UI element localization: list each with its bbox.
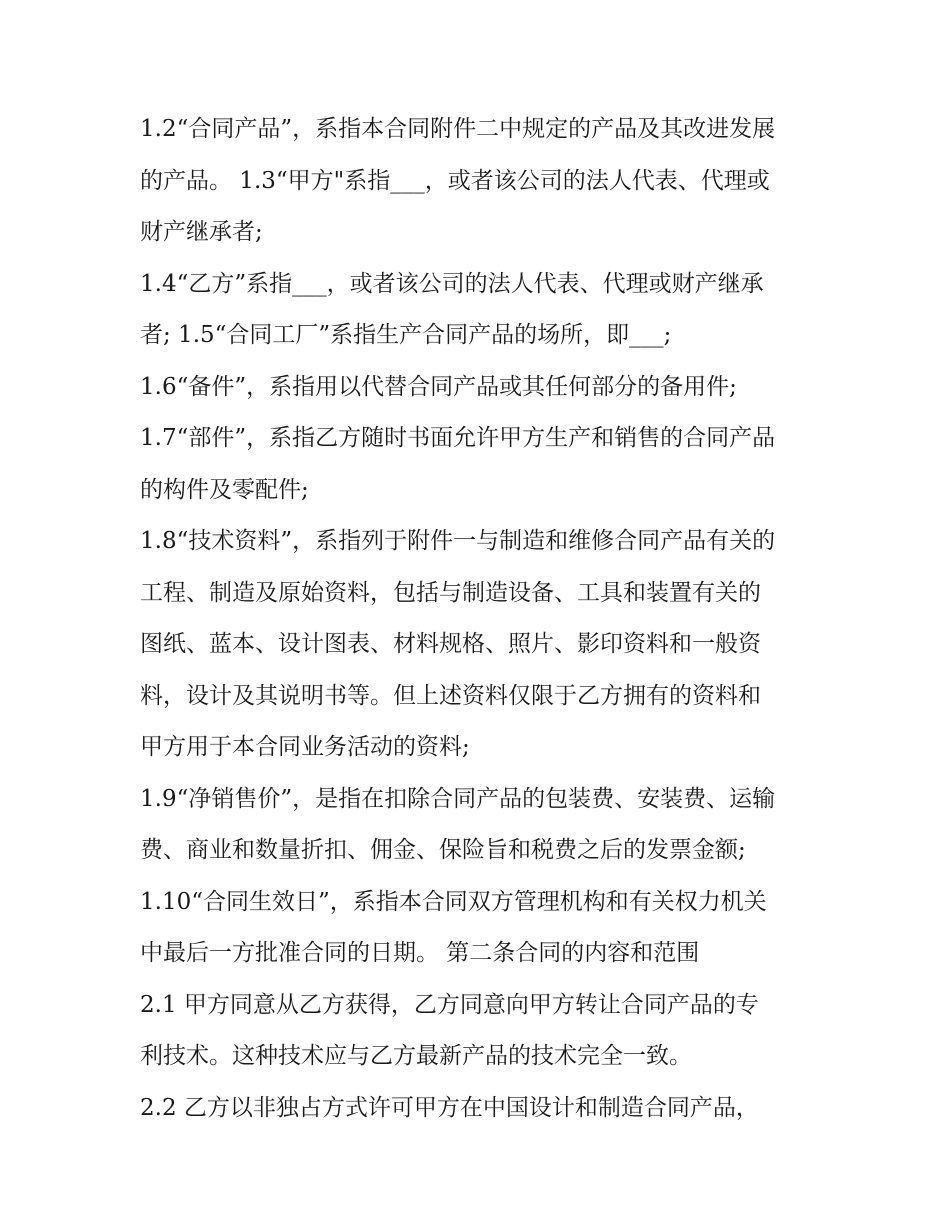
text-line: 2.1 甲方同意从乙方获得，乙方同意向甲方转让合同产品的专 (140, 991, 759, 1018)
text-line: 甲方用于本合同业务活动的资料; (140, 734, 470, 760)
text-line: 料，设计及其说明书等。但上述资料仅限于乙方拥有的资料和 (140, 682, 761, 709)
text-line: 财产继承者; (140, 219, 263, 245)
text-line: 利技术。这种技术应与乙方最新产品的技术完全一致。 (140, 1043, 692, 1069)
text-line: 的产品。 1.3“甲方"系指___，或者该公司的法人代表、代理或 (140, 167, 770, 194)
text-line: 1.2“合同产品”，系指本合同附件二中规定的产品及其改进发展 (140, 116, 776, 142)
text-line: 者; 1.5“合同工厂”系指生产合同产品的场所，即___; (140, 322, 672, 348)
document-body (140, 104, 820, 1134)
text-line: 1.6“备件”，系指用以代替合同产品或其任何部分的备用件; (140, 373, 737, 400)
text-line: 1.10“合同生效日”，系指本合同双方管理机构和有关权力机关 (140, 888, 767, 915)
text-line: 工程、制造及原始资料，包括与制造设备、工具和装置有关的 (140, 579, 761, 606)
text-line: 1.8“技术资料”，系指列于附件一与制造和维修合同产品有关的 (140, 528, 776, 554)
text-line: 费、商业和数量折扣、佣金、保险旨和税费之后的发票金额; (140, 837, 746, 863)
text-line: 2.2 乙方以非独占方式许可甲方在中国设计和制造合同产品， (140, 1094, 759, 1121)
text-line: 图纸、蓝本、设计图表、材料规格、照片、影印资料和一般资 (140, 631, 761, 657)
text-line: 1.4“乙方”系指___，或者该公司的法人代表、代理或财产继承 (140, 270, 764, 297)
text-line: 的构件及零配件; (140, 476, 309, 503)
text-line: 1.9“净销售价”，是指在扣除合同产品的包装费、安装费、运输 (140, 785, 776, 812)
text-line: 中最后一方批准合同的日期。 第二条合同的内容和范围 (140, 940, 700, 966)
text-line: 1.7“部件”，系指乙方随时书面允许甲方生产和销售的合同产品 (140, 425, 776, 451)
